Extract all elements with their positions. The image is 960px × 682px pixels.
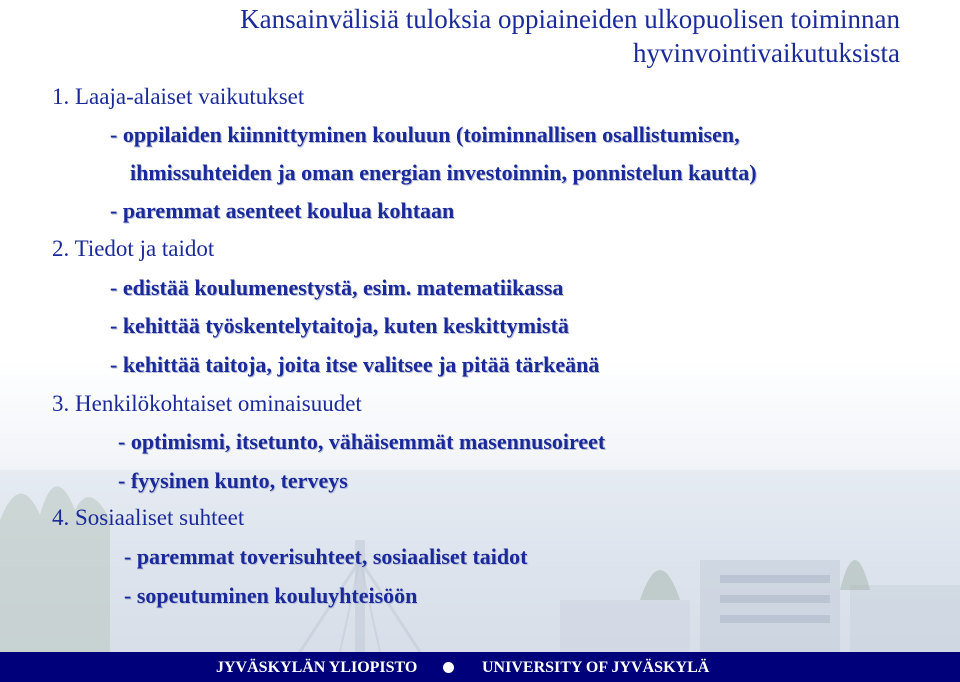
- footer-bullet-icon: [443, 662, 454, 673]
- slide-title-line-2: hyvinvointivaikutuksista: [633, 38, 900, 68]
- section-4-item-2: - sopeutuminen kouluyhteisöön: [124, 583, 418, 608]
- section-heading-1: 1. Laaja-alaiset vaikutukset: [52, 84, 305, 109]
- section-3-item-2: - fyysinen kunto, terveys: [118, 468, 348, 493]
- section-heading-3: 3. Henkilökohtaiset ominaisuudet: [52, 391, 362, 416]
- section-heading-4: 4. Sosiaaliset suhteet: [52, 505, 245, 530]
- section-1-item-1: - oppilaiden kiinnittyminen kouluun (toiminnallisen osallistumisen,: [110, 122, 740, 147]
- slide-title-line-1: Kansainvälisiä tuloksia oppiaineiden ulkopuolisen toiminnan: [240, 4, 900, 34]
- section-2-item-2: - kehittää työskentelytaitoja, kuten keskittymistä: [110, 313, 569, 338]
- section-2-item-3: - kehittää taitoja, joita itse valitsee ja pitää tärkeänä: [110, 352, 600, 377]
- section-heading-2: 2. Tiedot ja taidot: [52, 236, 215, 261]
- footer-university-en: UNIVERSITY OF JYVÄSKYLÄ: [482, 659, 710, 676]
- section-1-item-2: ihmissuhteiden ja oman energian investoinnin, ponnistelun kautta): [130, 160, 757, 185]
- section-2-item-1: - edistää koulumenestystä, esim. matematiikassa: [110, 275, 564, 300]
- section-4-item-1: - paremmat toverisuhteet, sosiaaliset taidot: [124, 544, 528, 569]
- footer-bar: [0, 652, 960, 682]
- footer-university-fi: JYVÄSKYLÄN YLIOPISTO: [216, 659, 418, 676]
- section-1-item-3: - paremmat asenteet koulua kohtaan: [110, 198, 455, 223]
- section-3-item-1: - optimismi, itsetunto, vähäisemmät masennusoireet: [118, 429, 606, 454]
